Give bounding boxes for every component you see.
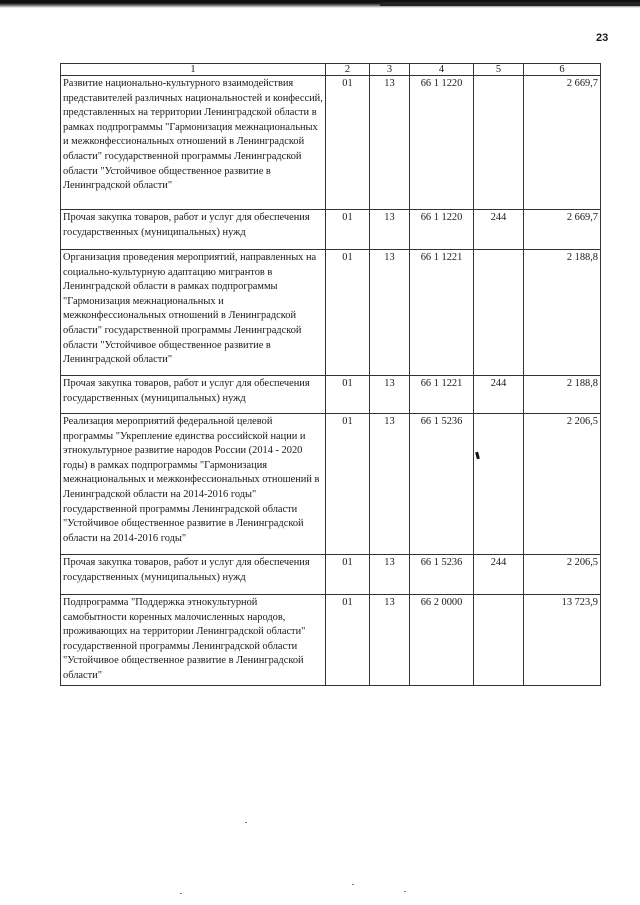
row-amount: 2 206,5 <box>524 414 601 555</box>
scan-speck <box>352 884 354 885</box>
row-col5: 244 <box>474 376 524 414</box>
row-col3: 13 <box>370 414 410 555</box>
row-col5 <box>474 250 524 376</box>
column-header: 4 <box>410 64 474 76</box>
column-header: 3 <box>370 64 410 76</box>
row-amount: 2 188,8 <box>524 376 601 414</box>
row-col5 <box>474 76 524 210</box>
row-name: Развитие национально-культурного взаимодействия представителей различных национальностей и конфессий, представленных на территории Ленинградской области в рамках подпрограммы "Гармонизация межнациональных и межконфессиональных отношений в Ленинградской области" государственной программы Ленинградской области "Устойчивое общественное развитие в Ленинградской области" <box>61 76 326 210</box>
row-name: Реализация мероприятий федеральной целевой программы "Укрепление единства российской нации и этнокультурное развитие народов России (2014 - 2020 годы) в рамках подпрограммы "Гармонизация межнациональных и межконфессиональных отношений в Ленинградской области на 2014-2016 годы" государственной программы Ленинградской области "Устойчивое общественное развитие в Ленинградской области на 2014-2016 годы" <box>61 414 326 555</box>
row-col2: 01 <box>326 595 370 686</box>
row-code: 66 1 1221 <box>410 250 474 376</box>
row-amount: 2 188,8 <box>524 250 601 376</box>
row-col2: 01 <box>326 210 370 250</box>
row-col3: 13 <box>370 76 410 210</box>
row-name: Прочая закупка товаров, работ и услуг для обеспечения государственных (муниципальных) нужд <box>61 210 326 250</box>
row-name: Прочая закупка товаров, работ и услуг для обеспечения государственных (муниципальных) нужд <box>61 376 326 414</box>
page-number: 23 <box>596 32 609 44</box>
scan-speck <box>245 822 247 823</box>
row-code: 66 1 5236 <box>410 555 474 595</box>
row-col2: 01 <box>326 376 370 414</box>
row-name: Организация проведения мероприятий, направленных на социально-культурную адаптацию мигрантов в Ленинградской области в рамках подпрограммы "Гармонизация межнациональных и межконфессиональных отношений в Ленинградской области" государственной программы Ленинградской области "Устойчивое общественное развитие в Ленинградской области" <box>61 250 326 376</box>
row-col2: 01 <box>326 250 370 376</box>
column-header: 1 <box>61 64 326 76</box>
row-col3: 13 <box>370 595 410 686</box>
row-col3: 13 <box>370 250 410 376</box>
row-amount: 2 206,5 <box>524 555 601 595</box>
scan-speck <box>180 893 182 894</box>
row-amount: 13 723,9 <box>524 595 601 686</box>
row-col2: 01 <box>326 555 370 595</box>
row-col2: 01 <box>326 76 370 210</box>
row-code: 66 1 1220 <box>410 76 474 210</box>
budget-table <box>60 63 601 686</box>
row-col5: 244 <box>474 555 524 595</box>
row-col3: 13 <box>370 210 410 250</box>
row-code: 66 1 1221 <box>410 376 474 414</box>
row-col3: 13 <box>370 555 410 595</box>
row-name: Прочая закупка товаров, работ и услуг для обеспечения государственных (муниципальных) нужд <box>61 555 326 595</box>
row-code: 66 1 5236 <box>410 414 474 555</box>
table-row <box>61 555 601 595</box>
table-row <box>61 210 601 250</box>
row-col3: 13 <box>370 376 410 414</box>
column-header: 6 <box>524 64 601 76</box>
table-row <box>61 250 601 376</box>
row-name: Подпрограмма "Поддержка этнокультурной самобытности коренных малочисленных народов, проживающих на территории Ленинградской области" государственной программы Ленинградской области "Устойчивое общественное развитие в Ленинградской области" <box>61 595 326 686</box>
row-amount: 2 669,7 <box>524 210 601 250</box>
row-code: 66 2 0000 <box>410 595 474 686</box>
row-code: 66 1 1220 <box>410 210 474 250</box>
table-row <box>61 76 601 210</box>
column-header: 5 <box>474 64 524 76</box>
table-row <box>61 595 601 686</box>
table-row <box>61 414 601 555</box>
column-header: 2 <box>326 64 370 76</box>
scan-edge-dark <box>380 2 640 6</box>
header-row <box>61 64 601 76</box>
row-col5: 244 <box>474 210 524 250</box>
scan-speck <box>404 891 406 892</box>
row-amount: 2 669,7 <box>524 76 601 210</box>
row-col5 <box>474 414 524 555</box>
row-col2: 01 <box>326 414 370 555</box>
row-col5 <box>474 595 524 686</box>
table-row <box>61 376 601 414</box>
